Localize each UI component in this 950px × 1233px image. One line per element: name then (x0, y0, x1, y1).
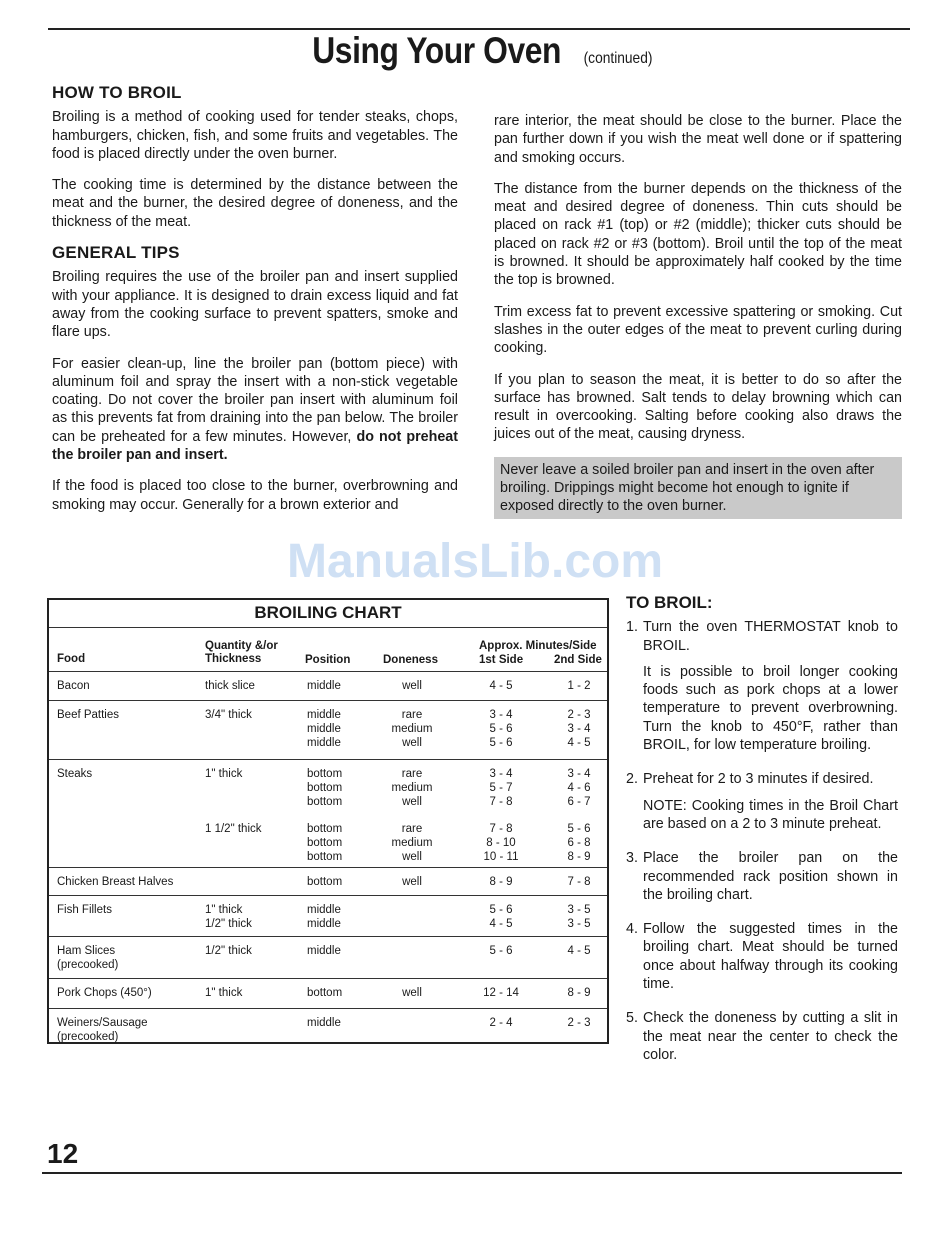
chart-cell-s1: 4 - 5 (489, 918, 513, 930)
chart-cell-don: medium (391, 837, 433, 849)
title-continued: (continued) (583, 50, 653, 67)
chart-cell-qty: 1" thick (205, 987, 243, 999)
chart-cell-s1: 5 - 6 (489, 723, 513, 735)
chart-cell-food: Weiners/Sausage (57, 1017, 148, 1029)
chart-cell-pos: middle (307, 723, 341, 735)
chart-cell-s2: 5 - 6 (567, 823, 591, 835)
middle-column (494, 112, 902, 519)
chart-cell-s2: 4 - 5 (567, 737, 591, 749)
step-text: Turn the oven THERMOSTAT knob to BROIL. (643, 619, 898, 654)
chart-cell-s1: 5 - 6 (489, 904, 513, 916)
chart-cell-s2: 8 - 9 (567, 851, 591, 863)
chart-cell-pos: bottom (307, 876, 343, 888)
chart-cell-don: rare (401, 823, 423, 835)
chart-cell-s1: 12 - 14 (483, 987, 519, 999)
left-paragraph-2: The cooking time is determined by the distance between the meat and the burner, the desired degree of doneness, and the thickness of the meat. (52, 177, 458, 230)
step-body (643, 1009, 898, 1072)
chart-cell-pos: middle (307, 918, 341, 930)
step-body (643, 920, 898, 1001)
left-paragraph-4-bold: do not preheat the broiler pan and insert. (52, 428, 458, 464)
step-body (643, 849, 898, 912)
chart-cell-pos: bottom (307, 987, 343, 999)
row-separator (49, 1008, 607, 1009)
step-body (643, 770, 898, 841)
chart-cell-s2: 3 - 5 (567, 918, 591, 930)
chart-cell-pos: middle (307, 680, 341, 692)
chart-cell-pos: middle (307, 904, 341, 916)
chart-cell-pos: middle (307, 737, 341, 749)
chart-cell-s2: 2 - 3 (567, 709, 591, 721)
broiling-chart (47, 598, 609, 1044)
chart-cell-pos: middle (307, 945, 341, 957)
chart-cell-s1: 3 - 4 (489, 709, 513, 721)
chart-cell-food: Steaks (57, 768, 93, 780)
step-number: 5. (626, 1010, 638, 1027)
left-column (52, 84, 458, 527)
chart-cell-don: well (402, 876, 422, 888)
header-rule (49, 671, 607, 672)
chart-cell-s2: 7 - 8 (567, 876, 591, 888)
chart-cell-pos: bottom (307, 782, 343, 794)
chart-cell-s2: 2 - 3 (567, 1017, 591, 1029)
chart-cell-food: Chicken Breast Halves (57, 876, 174, 888)
step-text: It is possible to broil longer cooking foods such as pork chops at a lower temperature to prevent overbrowning. Turn the knob to 450°F, rather than BROIL, for low temperature broiling. (643, 663, 898, 754)
chart-cell-qty: thick slice (205, 680, 255, 692)
chart-cell-s2: 3 - 5 (567, 904, 591, 916)
chart-cell-qty: 1" thick (205, 904, 243, 916)
row-separator (49, 867, 607, 868)
step-text: Check the doneness by cutting a slit in the meat near the center to check the color. (643, 1010, 898, 1063)
page-number: 12 (47, 1138, 79, 1169)
row-separator (49, 936, 607, 937)
header-doneness: Doneness (383, 654, 438, 666)
chart-cell-s2: 4 - 5 (567, 945, 591, 957)
header-food: Food (57, 653, 86, 665)
step-number: 3. (626, 850, 638, 867)
header-first-side: 1st Side (479, 654, 524, 666)
row-separator (49, 759, 607, 760)
chart-cell-food: Beef Patties (57, 709, 120, 721)
chart-cell-s1: 2 - 4 (489, 1017, 513, 1029)
chart-cell-s1: 3 - 4 (489, 768, 513, 780)
chart-cell-don: medium (391, 782, 433, 794)
to-broil-step (626, 920, 898, 1001)
middle-paragraph-3: Trim excess fat to prevent excessive spattering or smoking. Cut slashes in the outer edges of the meat to prevent curling during cooking. (494, 303, 902, 357)
chart-cell-don: medium (391, 723, 433, 735)
header-second-side: 2nd Side (554, 654, 602, 666)
to-broil-column (626, 594, 898, 1080)
bottom-rule (42, 1172, 902, 1174)
chart-cell-food: Bacon (57, 680, 90, 692)
chart-cell-s2: 3 - 4 (567, 723, 591, 735)
chart-cell-pos: bottom (307, 851, 343, 863)
watermark: ManualsLib.com (286, 535, 664, 588)
step-text: Place the broiler pan on the recommended rack position shown in the broiling chart. (643, 850, 898, 903)
chart-cell-qty: 3/4" thick (205, 709, 252, 721)
chart-cell-qty: 1/2" thick (205, 918, 252, 930)
chart-cell-s1: 7 - 8 (489, 796, 513, 808)
step-number: 1. (626, 619, 638, 636)
row-separator (49, 700, 607, 701)
step-number: 2. (626, 771, 638, 788)
chart-cell-s2: 1 - 2 (567, 680, 591, 692)
left-paragraph-4 (52, 355, 458, 465)
how-to-broil-heading: HOW TO BROIL (52, 83, 182, 102)
chart-cell-s2: 4 - 6 (567, 782, 591, 794)
chart-cell-s1: 4 - 5 (489, 680, 513, 692)
chart-cell-s1: 5 - 6 (489, 737, 513, 749)
chart-cell-s1: 5 - 7 (489, 782, 513, 794)
step-text: Preheat for 2 to 3 minutes if desired. (643, 771, 874, 788)
chart-cell-pos: middle (307, 709, 341, 721)
chart-cell-don: rare (401, 709, 423, 721)
middle-paragraph-1: rare interior, the meat should be close to the burner. Place the pan further down if you wish the meat well done or if spattering and smoking occurs. (494, 113, 902, 166)
chart-cell-pos: bottom (307, 823, 343, 835)
chart-cell-qty: 1" thick (205, 768, 243, 780)
chart-cell-s1: 8 - 9 (489, 876, 513, 888)
chart-cell-s1: 5 - 6 (489, 945, 513, 957)
chart-cell-don: well (402, 680, 422, 692)
chart-cell-s2: 8 - 9 (567, 987, 591, 999)
warning-box: Never leave a soiled broiler pan and insert in the oven after broiling. Drippings might become hot enough to ignite if exposed directly to the oven burner. (494, 457, 902, 519)
chart-cell-s2: 6 - 8 (567, 837, 591, 849)
left-paragraph-5: If the food is placed too close to the burner, overbrowning and smoking may occur. Generally for a brown exterior and (52, 478, 458, 513)
row-separator (49, 895, 607, 896)
row-separator (49, 978, 607, 979)
chart-cell-food: (precooked) (57, 1031, 119, 1043)
step-text: NOTE: Cooking times in the Broil Chart are based on a 2 to 3 minute preheat. (643, 797, 898, 832)
chart-cell-food: Ham Slices (57, 945, 116, 957)
middle-paragraph-4: If you plan to season the meat, it is better to do so after the surface has browned. Salt tends to delay browning which can result in overcooking. Salting before cooking also draws the juices out of the meat, causing dryness. (494, 371, 902, 443)
chart-cell-food: Pork Chops (450°) (57, 987, 152, 999)
to-broil-steps (626, 618, 898, 1072)
to-broil-step (626, 618, 898, 762)
chart-cell-don: well (402, 796, 422, 808)
chart-cell-qty: 1/2" thick (205, 945, 252, 957)
chart-rule (49, 627, 607, 628)
chart-title: BROILING CHART (254, 603, 402, 622)
left-paragraph-4-text: For easier clean-up, line the broiler pan (bottom piece) with aluminum foil and spray the insert with a non-stick vegetable coating. Do not cover the broiler pan insert with aluminum foil as this prevents fat from draining into the pan below. The broiler can be preheated for a few minutes. However, (52, 355, 458, 445)
to-broil-step (626, 849, 898, 912)
chart-cell-s1: 7 - 8 (489, 823, 513, 835)
chart-cell-s2: 3 - 4 (567, 768, 591, 780)
step-number: 4. (626, 921, 638, 938)
step-text: Follow the suggested times in the broiling chart. Meat should be turned once about halfway through its cooking time. (643, 921, 898, 993)
chart-cell-s1: 10 - 11 (483, 851, 519, 863)
chart-cell-food: Fish Fillets (57, 904, 112, 916)
step-body (643, 618, 898, 762)
chart-cell-s1: 8 - 10 (486, 837, 516, 849)
general-tips-heading: GENERAL TIPS (52, 243, 180, 263)
header-position: Position (305, 654, 351, 666)
chart-cell-don: rare (401, 768, 423, 780)
chart-cell-pos: bottom (307, 796, 343, 808)
header-quantity: Quantity &/or (205, 640, 278, 652)
to-broil-step (626, 1009, 898, 1072)
page-title (0, 30, 950, 72)
to-broil-heading: TO BROIL: (626, 593, 713, 612)
chart-cell-pos: bottom (307, 837, 343, 849)
header-approx: Approx. Minutes/Side (479, 640, 597, 652)
chart-cell-pos: middle (307, 1017, 341, 1029)
chart-cell-s2: 6 - 7 (567, 796, 591, 808)
chart-cell-don: well (402, 737, 422, 749)
chart-cell-food: (precooked) (57, 959, 119, 971)
chart-cell-pos: bottom (307, 768, 343, 780)
chart-cell-don: well (402, 987, 422, 999)
middle-paragraph-2: The distance from the burner depends on the thickness of the meat and desired degree of doneness. Thin cuts should be placed on rack #1 (top) or #2 (middle); thicker cuts should be placed on rack #2 or #3 (bottom). Broil until the top of the meat is browned. It should be approximately half cooked by the time the top is browned. (494, 180, 902, 289)
chart-cell-qty: 1 1/2" thick (205, 823, 262, 835)
left-paragraph-3: Broiling requires the use of the broiler pan and insert supplied with your appliance. It is designed to drain excess liquid and fat away from the cooking surface to prevent spatters, smoke and flare ups. (52, 269, 458, 341)
to-broil-step (626, 770, 898, 841)
header-thickness: Thickness (205, 653, 262, 665)
chart-cell-don: well (402, 851, 422, 863)
left-paragraph-1: Broiling is a method of cooking used for tender steaks, chops, hamburgers, chicken, fish, and some fruits and vegetables. The food is placed directly under the oven burner. (52, 109, 458, 162)
title-text: Using Your Oven (312, 30, 562, 71)
